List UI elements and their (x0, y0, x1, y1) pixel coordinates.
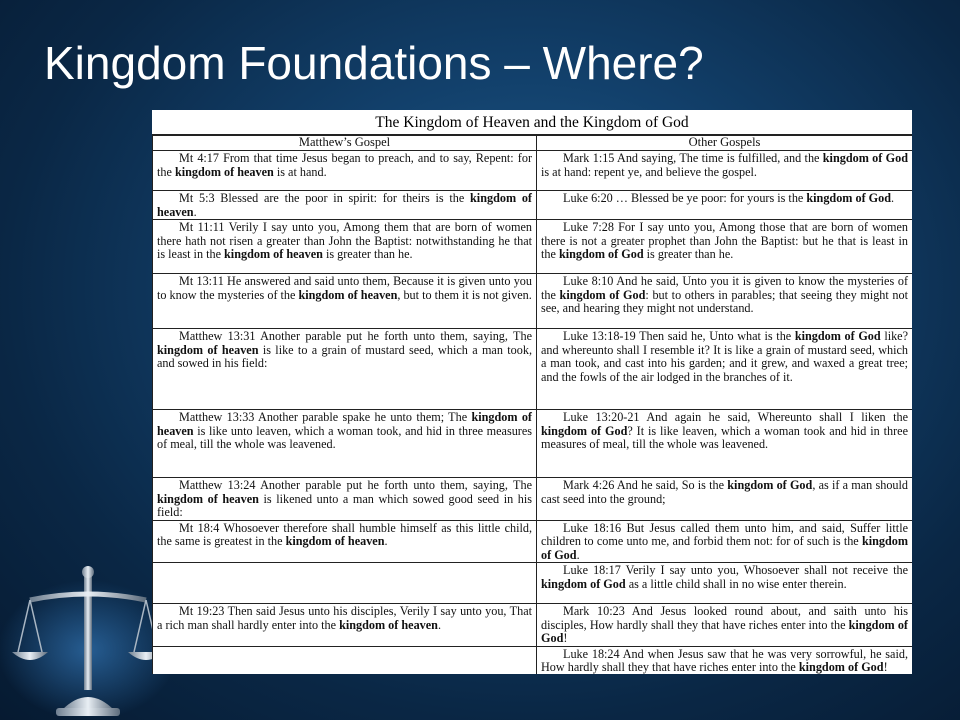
table-row (153, 151, 913, 191)
other-gospel-verse-cell: Luke 18:16 But Jesus called them unto him, and said, Suffer little children to come unto me, and forbid them not: for of such is the kingdom of God. (537, 520, 913, 563)
matthew-verse-cell: Matthew 13:33 Another parable spake he unto them; The kingdom of heaven is like unto leaven, which a woman took, and hid in three measures of meal, till the whole was leavened. (153, 410, 537, 478)
kingdom-phrase: kingdom of God (541, 576, 626, 591)
matthew-verse-cell (153, 646, 537, 674)
matthew-verse-cell: Mt 11:11 Verily I say unto you, Among them that are born of women there hath not risen a greater than John the Baptist: notwithstanding he that is least in the kingdom of heaven is greater than he. (153, 220, 537, 274)
kingdom-phrase: kingdom of God (806, 191, 892, 205)
table-row (153, 563, 913, 604)
kingdom-phrase: kingdom of God (822, 151, 908, 165)
kingdom-phrase: kingdom of heaven (285, 534, 385, 548)
kingdom-phrase: kingdom of God (558, 247, 644, 261)
kingdom-phrase: kingdom of God (541, 534, 908, 562)
matthew-verse-cell: Matthew 13:31 Another parable put he forth unto them, saying, The kingdom of heaven is like to a grain of mustard seed, which a man took, and sowed in his field: (153, 329, 537, 410)
column-header-matthew: Matthew’s Gospel (153, 136, 537, 151)
kingdom-phrase: kingdom of God (541, 617, 908, 645)
table-row (153, 329, 913, 410)
other-gospel-verse-cell: Mark 10:23 And Jesus looked round about, and saith unto his disciples, How hardly shall they that have riches enter into the kingdom of God! (537, 604, 913, 647)
other-gospel-verse-cell: Mark 1:15 And saying, The time is fulfilled, and the kingdom of God is at hand: repent ye, and believe the gospel. (537, 151, 913, 191)
kingdom-comparison-document (152, 110, 912, 674)
matthew-verse-cell: Mt 4:17 From that time Jesus began to preach, and to say, Repent: for the kingdom of heaven is at hand. (153, 151, 537, 191)
matthew-verse-cell: Mt 19:23 Then said Jesus unto his disciples, Verily I say unto you, That a rich man shall hardly enter into the kingdom of heaven. (153, 604, 537, 647)
slide-title: Kingdom Foundations – Where? (44, 37, 704, 89)
document-title: The Kingdom of Heaven and the Kingdom of God (152, 112, 912, 135)
matthew-verse-cell: Mt 18:4 Whosoever therefore shall humble himself as this little child, the same is greatest in the kingdom of heaven. (153, 520, 537, 563)
kingdom-phrase: kingdom of God (541, 423, 628, 438)
matthew-verse-cell: Matthew 13:24 Another parable put he forth unto them, saying, The kingdom of heaven is likened unto a man which sowed good seed in his field: (153, 478, 537, 521)
kingdom-phrase: kingdom of God (798, 660, 884, 674)
kingdom-phrase: kingdom of heaven (157, 491, 259, 506)
other-gospel-verse-cell: Luke 8:10 And he said, Unto you it is given to know the mysteries of the kingdom of God: but to others in parables; that seeing they might not see, and hearing they might not understand. (537, 274, 913, 329)
matthew-verse-cell: Mt 13:11 He answered and said unto them, Because it is given unto you to know the mysteries of the kingdom of heaven, but to them it is not given. (153, 274, 537, 329)
other-gospel-verse-cell: Mark 4:26 And he said, So is the kingdom of God, as if a man should cast seed into the ground; (537, 478, 913, 521)
other-gospel-verse-cell: Luke 6:20 … Blessed be ye poor: for yours is the kingdom of God. (537, 191, 913, 220)
table-row (153, 478, 913, 521)
table-header-row (153, 136, 913, 151)
other-gospel-verse-cell: Luke 18:17 Verily I say unto you, Whosoever shall not receive the kingdom of God as a little child shall in no wise enter therein. (537, 563, 913, 604)
kingdom-phrase: kingdom of God (794, 329, 881, 343)
table-row (153, 220, 913, 274)
other-gospel-verse-cell: Luke 13:18-19 Then said he, Unto what is the kingdom of God like? and whereunto shall I resemble it? It is like a grain of mustard seed, which a man took, and cast into his garden; and it grew, and waxed a great tree; and the fowls of the air lodged in the branches of it. (537, 329, 913, 410)
other-gospel-verse-cell: Luke 13:20-21 And again he said, Whereunto shall I liken the kingdom of God? It is like leaven, which a woman took and hid in three measures of meal, till the whole was leavened. (537, 410, 913, 478)
kingdom-phrase: kingdom of heaven (174, 164, 274, 179)
matthew-verse-cell: Mt 5:3 Blessed are the poor in spirit: for theirs is the kingdom of heaven. (153, 191, 537, 220)
other-gospel-verse-cell: Luke 7:28 For I say unto you, Among those that are born of women there is not a greater prophet than John the Baptist: but he that is least in the kingdom of God is greater than he. (537, 220, 913, 274)
table-row (153, 191, 913, 220)
other-gospel-verse-cell: Luke 18:24 And when Jesus saw that he was very sorrowful, he said, How hardly shall they that have riches enter into the kingdom of God! (537, 646, 913, 674)
kingdom-phrase: kingdom of heaven (224, 247, 323, 261)
kingdom-phrase: kingdom of heaven (157, 191, 532, 219)
comparison-table (152, 135, 912, 674)
table-row (153, 274, 913, 329)
table-row (153, 604, 913, 647)
table-row (153, 410, 913, 478)
kingdom-phrase: kingdom of God (727, 478, 813, 492)
kingdom-phrase: kingdom of heaven (298, 287, 398, 302)
matthew-verse-cell (153, 563, 537, 604)
kingdom-phrase: kingdom of heaven (157, 342, 259, 357)
kingdom-phrase: kingdom of God (559, 287, 646, 302)
kingdom-phrase: kingdom of heaven (157, 410, 532, 438)
column-header-other-gospels: Other Gospels (537, 136, 913, 151)
table-row (153, 520, 913, 563)
table-row (153, 646, 913, 674)
kingdom-phrase: kingdom of heaven (339, 617, 438, 632)
